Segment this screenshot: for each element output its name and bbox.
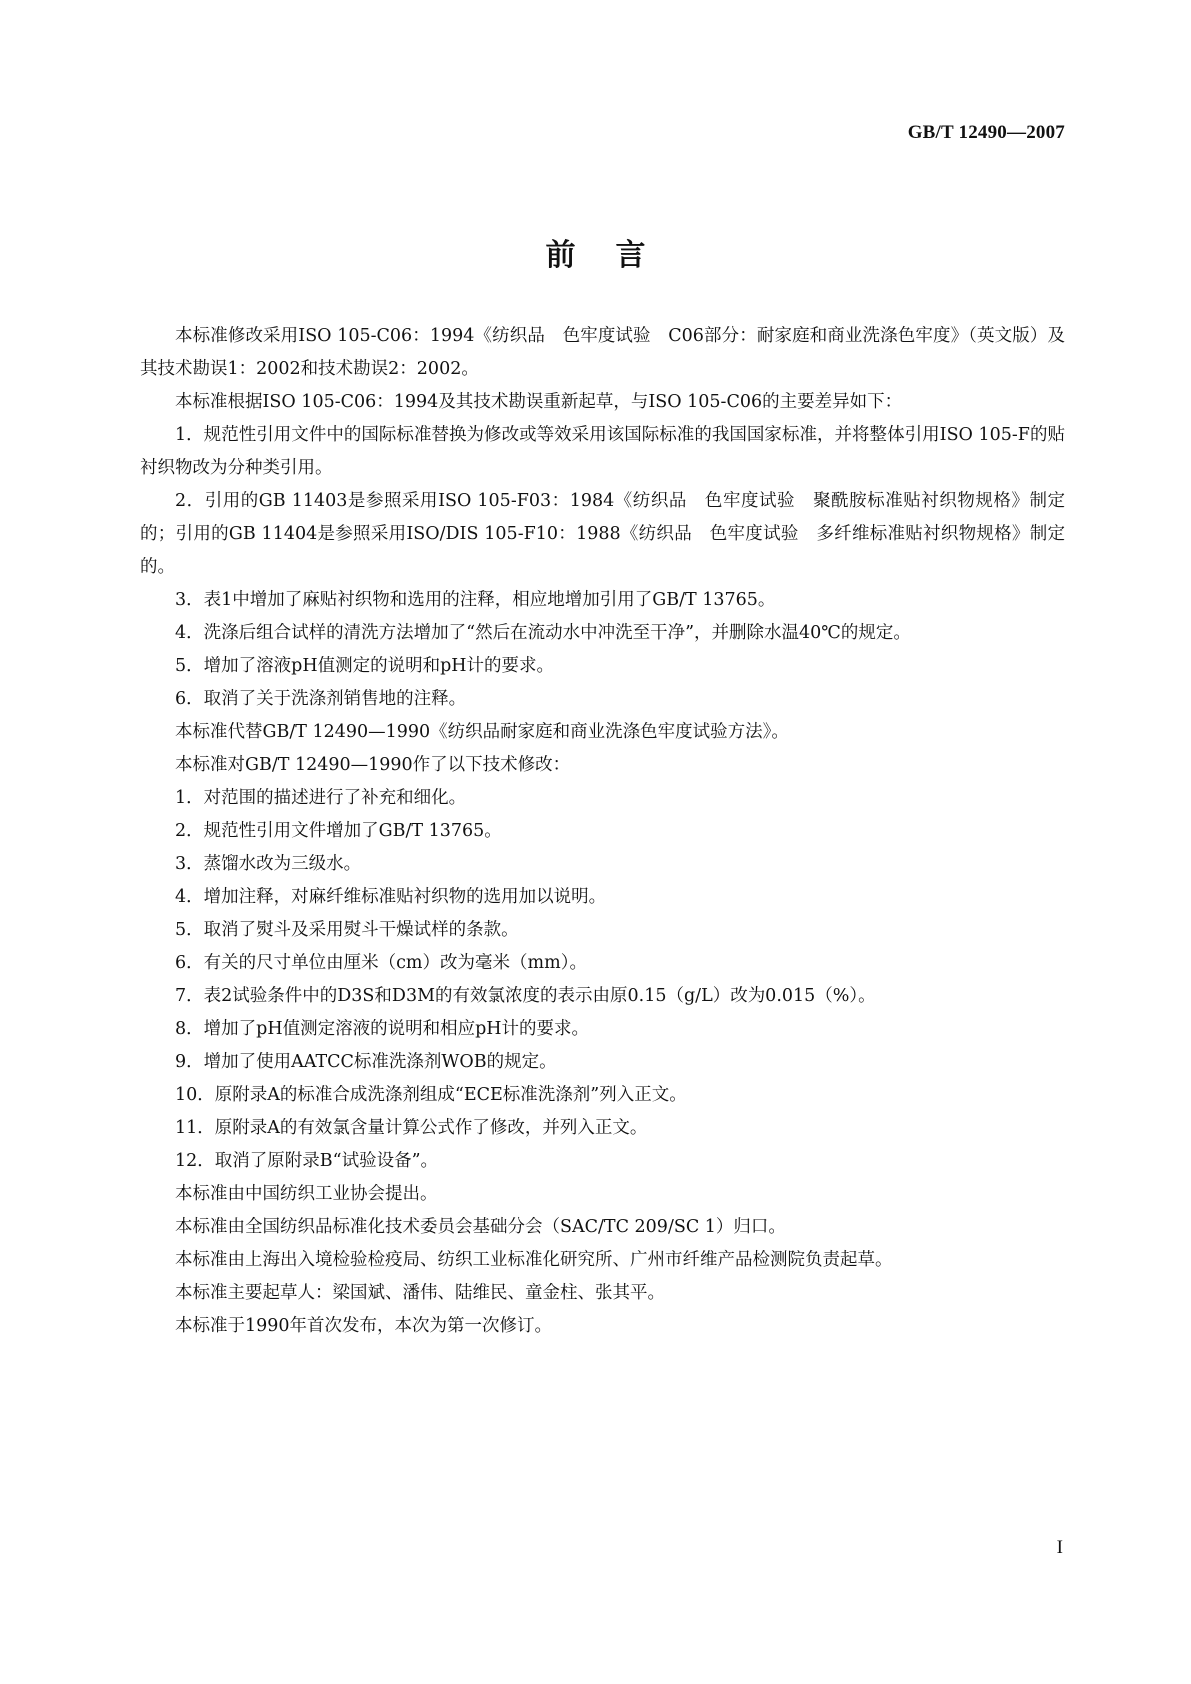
paragraph: 本标准根据ISO 105-C06：1994及其技术勘误重新起草，与ISO 105-C06的主要差异如下： bbox=[175, 392, 903, 412]
paragraph: 本标准由全国纺织品标准化技术委员会基础分会（SAC/TC 209/SC 1）归口。 bbox=[175, 1217, 786, 1237]
paragraph: 2．引用的GB 11403是参照采用ISO 105-F03：1984《纺织品 色牢度试验 聚酰胺标准贴衬织物规格》制定的；引用的GB 11404是参照采用ISO/DIS 105-F10：1988《纺织品 色牢度试验 多纤维标准贴衬织物规格》制定的。 bbox=[140, 491, 1065, 577]
paragraph: 本标准对GB/T 12490—1990作了以下技术修改： bbox=[175, 755, 571, 775]
paragraph: 本标准主要起草人：梁国斌、潘伟、陆维民、童金柱、张其平。 bbox=[175, 1283, 665, 1303]
paragraph: 3．表1中增加了麻贴衬织物和选用的注释，相应地增加引用了GB/T 13765。 bbox=[175, 590, 776, 610]
page-number: I bbox=[1056, 1537, 1063, 1558]
paragraph: 5．增加了溶液pH值测定的说明和pH计的要求。 bbox=[175, 656, 555, 676]
paragraph: 4．增加注释，对麻纤维标准贴衬织物的选用加以说明。 bbox=[175, 887, 607, 907]
paragraph: 本标准修改采用ISO 105-C06：1994《纺织品 色牢度试验 C06部分：耐家庭和商业洗涤色牢度》（英文版）及其技术勘误1：2002和技术勘误2：2002。 bbox=[140, 326, 1065, 379]
page-title: 前言 bbox=[545, 238, 686, 273]
paragraph: 6．有关的尺寸单位由厘米（cm）改为毫米（mm）。 bbox=[175, 953, 587, 973]
paragraph: 本标准由上海出入境检验检疫局、纺织工业标准化研究所、广州市纤维产品检测院负责起草。 bbox=[175, 1250, 893, 1270]
paragraph: 本标准代替GB/T 12490—1990《纺织品耐家庭和商业洗涤色牢度试验方法》。 bbox=[175, 722, 789, 742]
paragraph: 本标准于1990年首次发布，本次为第一次修订。 bbox=[175, 1316, 553, 1336]
paragraph: 1．规范性引用文件中的国际标准替换为修改或等效采用该国际标准的我国国家标准，并将整体引用ISO 105-F的贴衬织物改为分种类引用。 bbox=[140, 425, 1065, 478]
paragraph: 本标准由中国纺织工业协会提出。 bbox=[175, 1184, 438, 1204]
paragraph: 9．增加了使用AATCC标准洗涤剂WOB的规定。 bbox=[175, 1052, 557, 1072]
paragraph: 6．取消了关于洗涤剂销售地的注释。 bbox=[175, 689, 467, 709]
paragraph: 8．增加了pH值测定溶液的说明和相应pH计的要求。 bbox=[175, 1019, 590, 1039]
paragraph: 5．取消了熨斗及采用熨斗干燥试样的条款。 bbox=[175, 920, 519, 940]
paragraph: 4．洗涤后组合试样的清洗方法增加了“然后在流动水中冲洗至干净”，并删除水温40℃的规定。 bbox=[175, 623, 911, 643]
preface-body bbox=[140, 320, 1065, 1343]
paragraph: 12．取消了原附录B“试验设备”。 bbox=[175, 1151, 439, 1171]
paragraph: 11．原附录A的有效氯含量计算公式作了修改，并列入正文。 bbox=[175, 1118, 648, 1138]
paragraph: 2．规范性引用文件增加了GB/T 13765。 bbox=[175, 821, 502, 841]
paragraph: 7．表2试验条件中的D3S和D3M的有效氯浓度的表示由原0.15（g/L）改为0.015（%）。 bbox=[175, 986, 876, 1006]
paragraph: 3．蒸馏水改为三级水。 bbox=[175, 854, 362, 874]
paragraph: 1．对范围的描述进行了补充和细化。 bbox=[175, 788, 467, 808]
paragraph: 10．原附录A的标准合成洗涤剂组成“ECE标准洗涤剂”列入正文。 bbox=[175, 1085, 687, 1105]
standard-number: GB/T 12490—2007 bbox=[907, 122, 1065, 143]
